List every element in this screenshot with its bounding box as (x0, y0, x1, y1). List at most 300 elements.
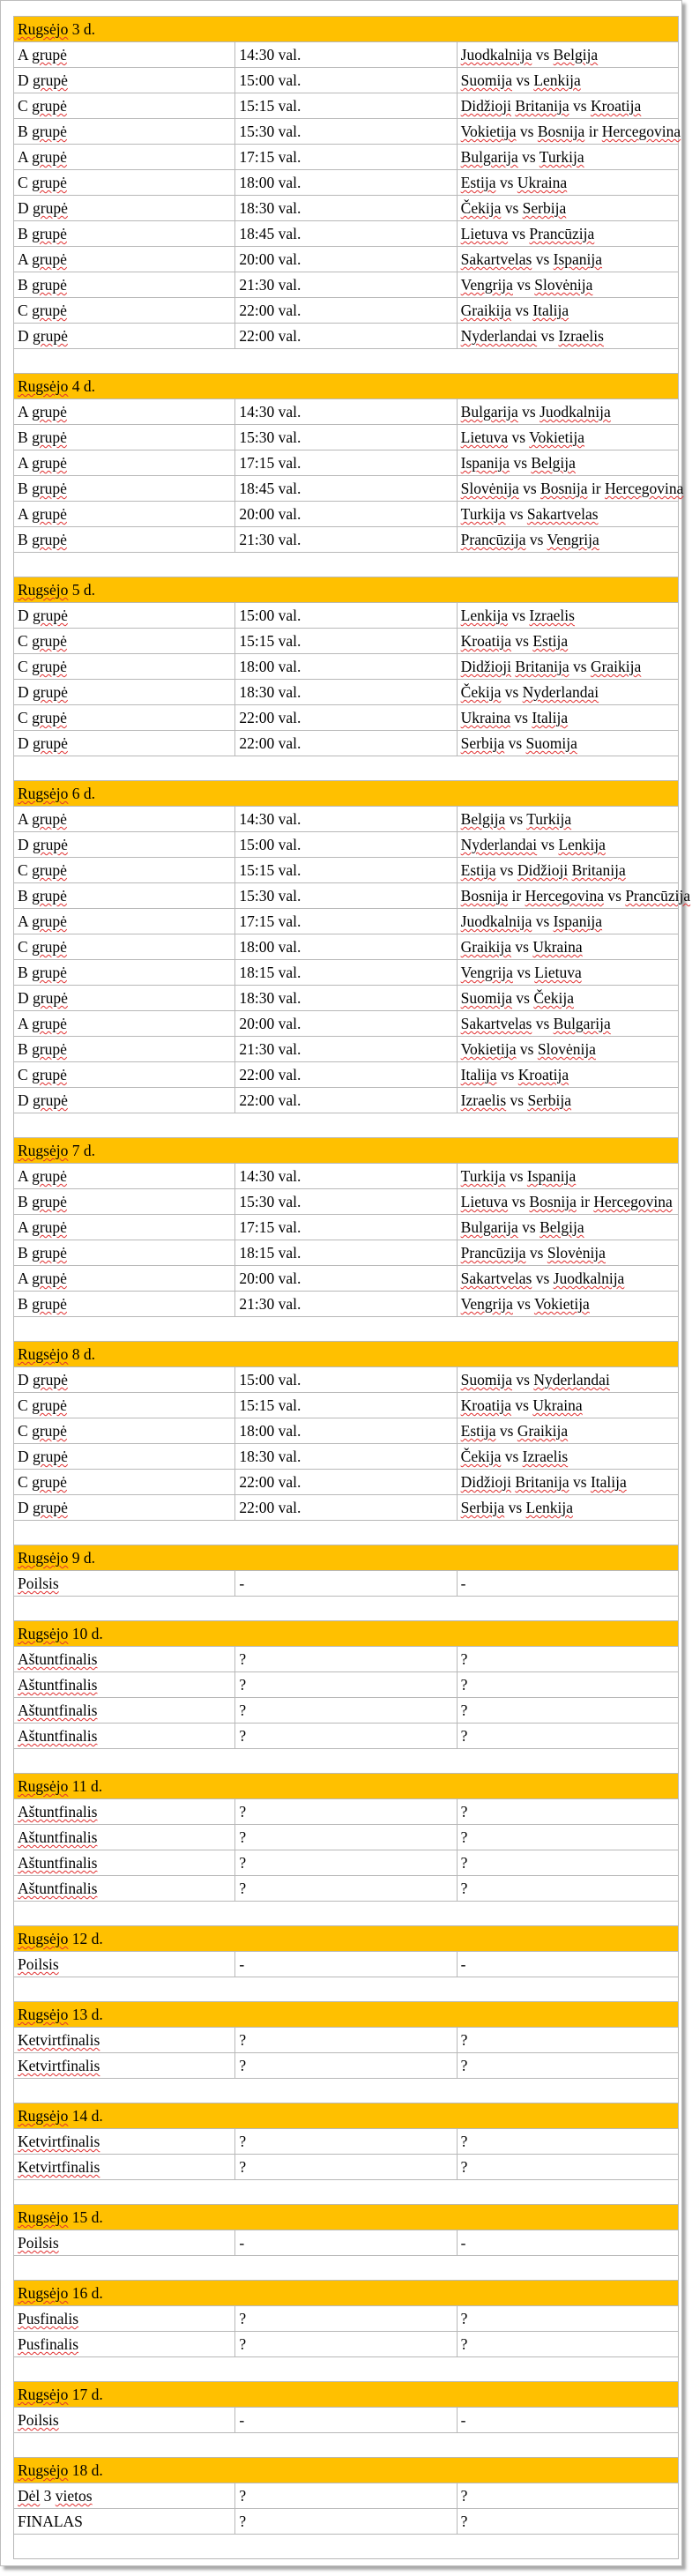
match-row (14, 731, 679, 756)
match-time: 18:45 val. (235, 221, 457, 247)
match-teams: Bulgarija vs Turkija (457, 145, 678, 170)
match-row (14, 680, 679, 705)
match-row (14, 170, 679, 196)
match-group: A grupė (14, 247, 235, 272)
match-teams: - (457, 2408, 678, 2433)
match-time: - (235, 2408, 457, 2433)
match-row (14, 324, 679, 349)
match-time: ? (235, 2483, 457, 2509)
match-row (14, 2155, 679, 2180)
spacer-cell (14, 349, 679, 374)
match-group: B grupė (14, 527, 235, 553)
match-group: C grupė (14, 705, 235, 731)
day-header-row (14, 2103, 679, 2129)
match-teams: Didžioji Britanija vs Kroatija (457, 93, 678, 119)
day-header-row (14, 2281, 679, 2306)
match-time: ? (235, 1672, 457, 1698)
match-row (14, 93, 679, 119)
day-header-row (14, 1342, 679, 1367)
match-group: Aštuntfinalis (14, 1825, 235, 1850)
match-teams: Juodkalnija vs Belgija (457, 42, 678, 68)
spacer-row (14, 1521, 679, 1545)
match-group: B grupė (14, 960, 235, 986)
match-teams: Čekija vs Serbija (457, 196, 678, 221)
match-time: 18:30 val. (235, 986, 457, 1011)
schedule-table (13, 16, 691, 2559)
match-time: 18:15 val. (235, 960, 457, 986)
match-teams: Suomija vs Čekija (457, 986, 678, 1011)
day-title: Rugsėjo 5 d. (14, 577, 679, 603)
match-group: A grupė (14, 1266, 235, 1292)
match-row (14, 425, 679, 450)
match-teams: ? (457, 1724, 678, 1749)
match-row (14, 1418, 679, 1444)
match-teams: ? (457, 1672, 678, 1698)
match-teams: Estija vs Graikija (457, 1418, 678, 1444)
match-group: A grupė (14, 399, 235, 425)
match-time: ? (235, 2509, 457, 2535)
spacer-cell (14, 2535, 679, 2559)
match-row (14, 1367, 679, 1393)
match-row (14, 119, 679, 145)
match-row (14, 68, 679, 93)
match-group: Aštuntfinalis (14, 1876, 235, 1902)
match-time: 15:00 val. (235, 68, 457, 93)
day-header-row (14, 781, 679, 807)
match-group: D grupė (14, 680, 235, 705)
match-row (14, 1952, 679, 1977)
match-teams: ? (457, 2129, 678, 2155)
match-row (14, 298, 679, 324)
match-row (14, 1037, 679, 1062)
match-row (14, 196, 679, 221)
match-group: C grupė (14, 1470, 235, 1495)
match-teams: Prancūzija vs Vengrija (457, 527, 678, 553)
match-group: Ketvirtfinalis (14, 2053, 235, 2079)
match-row (14, 1088, 679, 1113)
match-row (14, 502, 679, 527)
day-title: Rugsėjo 10 d. (14, 1621, 679, 1647)
match-row (14, 1215, 679, 1240)
match-group: A grupė (14, 145, 235, 170)
match-teams: Prancūzija vs Slovėnija (457, 1240, 678, 1266)
match-teams: ? (457, 1647, 678, 1672)
match-row (14, 2129, 679, 2155)
match-group: Aštuntfinalis (14, 1799, 235, 1825)
match-teams: Suomija vs Lenkija (457, 68, 678, 93)
match-row (14, 1444, 679, 1470)
match-time: 18:00 val. (235, 170, 457, 196)
day-header-row (14, 2382, 679, 2408)
match-teams: Turkija vs Ispanija (457, 1164, 678, 1189)
day-title: Rugsėjo 7 d. (14, 1138, 679, 1164)
match-teams: ? (457, 1876, 678, 1902)
match-time: 14:30 val. (235, 399, 457, 425)
match-time: 22:00 val. (235, 1088, 457, 1113)
day-title: Rugsėjo 17 d. (14, 2382, 679, 2408)
match-row (14, 883, 679, 909)
match-row (14, 476, 679, 502)
match-time: 14:30 val. (235, 807, 457, 832)
match-time: ? (235, 1698, 457, 1724)
match-time: 15:00 val. (235, 1367, 457, 1393)
match-teams: Vokietija vs Bosnija ir Hercegovina (457, 119, 678, 145)
match-row (14, 2408, 679, 2433)
match-row (14, 858, 679, 883)
match-teams: Čekija vs Nyderlandai (457, 680, 678, 705)
match-time: ? (235, 1647, 457, 1672)
match-teams: Lenkija vs Izraelis (457, 603, 678, 629)
match-group: Dėl 3 vietos (14, 2483, 235, 2509)
match-teams: Lietuva vs Bosnija ir Hercegovina (457, 1189, 678, 1215)
spacer-cell (14, 2079, 679, 2103)
match-row (14, 1164, 679, 1189)
match-teams: Serbija vs Lenkija (457, 1495, 678, 1521)
match-time: 17:15 val. (235, 450, 457, 476)
day-title: Rugsėjo 11 d. (14, 1774, 679, 1799)
match-time: ? (235, 2053, 457, 2079)
spacer-row (14, 1113, 679, 1138)
match-row (14, 1799, 679, 1825)
spacer-row (14, 349, 679, 374)
match-time: 21:30 val. (235, 272, 457, 298)
day-header-row (14, 374, 679, 399)
day-header-row (14, 1545, 679, 1571)
spacer-cell (14, 1749, 679, 1774)
match-teams: ? (457, 1825, 678, 1850)
match-row (14, 909, 679, 934)
match-row (14, 272, 679, 298)
day-header-row (14, 2205, 679, 2230)
match-group: A grupė (14, 1011, 235, 1037)
match-group: B grupė (14, 272, 235, 298)
day-title: Rugsėjo 4 d. (14, 374, 679, 399)
match-group: C grupė (14, 654, 235, 680)
match-time: 18:30 val. (235, 196, 457, 221)
match-teams: Čekija vs Izraelis (457, 1444, 678, 1470)
match-time: 15:30 val. (235, 1189, 457, 1215)
match-row (14, 1647, 679, 1672)
match-time: 20:00 val. (235, 247, 457, 272)
match-row (14, 221, 679, 247)
match-time: 15:30 val. (235, 119, 457, 145)
match-teams: Belgija vs Turkija (457, 807, 678, 832)
match-group: Ketvirtfinalis (14, 2028, 235, 2053)
match-group: B grupė (14, 425, 235, 450)
day-header-row (14, 1774, 679, 1799)
day-header-row (14, 1926, 679, 1952)
match-time: 15:15 val. (235, 858, 457, 883)
spacer-row (14, 1902, 679, 1926)
match-teams: ? (457, 2155, 678, 2180)
match-teams: ? (457, 1698, 678, 1724)
match-group: Poilsis (14, 2230, 235, 2256)
match-group: Pusfinalis (14, 2306, 235, 2332)
match-teams: Juodkalnija vs Ispanija (457, 909, 678, 934)
match-row (14, 527, 679, 553)
match-time: ? (235, 1876, 457, 1902)
match-teams: - (457, 2230, 678, 2256)
day-header-row (14, 1621, 679, 1647)
match-row (14, 1062, 679, 1088)
spacer-cell (14, 1977, 679, 2002)
match-teams: Vengrija vs Slovėnija (457, 272, 678, 298)
match-time: 18:00 val. (235, 1418, 457, 1444)
spacer-row (14, 2433, 679, 2458)
schedule-document (13, 16, 691, 2559)
match-time: ? (235, 2129, 457, 2155)
match-teams: - (457, 1952, 678, 1977)
match-row (14, 2306, 679, 2332)
match-time: 18:30 val. (235, 1444, 457, 1470)
day-title: Rugsėjo 12 d. (14, 1926, 679, 1952)
match-teams: Sakartvelas vs Bulgarija (457, 1011, 678, 1037)
match-teams: ? (457, 2332, 678, 2357)
match-row (14, 1724, 679, 1749)
match-teams: ? (457, 2028, 678, 2053)
match-teams: - (457, 1571, 678, 1597)
match-time: 18:00 val. (235, 934, 457, 960)
match-row (14, 1292, 679, 1317)
match-row (14, 1495, 679, 1521)
match-time: 15:30 val. (235, 425, 457, 450)
match-group: Aštuntfinalis (14, 1724, 235, 1749)
match-group: C grupė (14, 170, 235, 196)
match-time: 22:00 val. (235, 298, 457, 324)
match-row (14, 986, 679, 1011)
match-group: Aštuntfinalis (14, 1647, 235, 1672)
match-teams: Didžioji Britanija vs Graikija (457, 654, 678, 680)
match-row (14, 1393, 679, 1418)
match-row (14, 1876, 679, 1902)
match-row (14, 934, 679, 960)
match-teams: Ispanija vs Belgija (457, 450, 678, 476)
match-time: 18:15 val. (235, 1240, 457, 1266)
match-teams: Turkija vs Sakartvelas (457, 502, 678, 527)
match-time: ? (235, 2028, 457, 2053)
match-time: ? (235, 1850, 457, 1876)
match-teams: Ukraina vs Italija (457, 705, 678, 731)
match-time: 21:30 val. (235, 1292, 457, 1317)
match-row (14, 1470, 679, 1495)
match-teams: Bosnija ir Hercegovina vs Prancūzija (457, 883, 678, 909)
match-group: Aštuntfinalis (14, 1850, 235, 1876)
match-group: A grupė (14, 502, 235, 527)
match-time: ? (235, 2155, 457, 2180)
match-group: D grupė (14, 832, 235, 858)
match-time: ? (235, 2306, 457, 2332)
match-time: 20:00 val. (235, 502, 457, 527)
spacer-row (14, 2079, 679, 2103)
match-time: 15:15 val. (235, 93, 457, 119)
match-teams: Sakartvelas vs Ispanija (457, 247, 678, 272)
match-row (14, 1189, 679, 1215)
match-group: C grupė (14, 1062, 235, 1088)
match-time: 22:00 val. (235, 705, 457, 731)
match-teams: Slovėnija vs Bosnija ir Hercegovina (457, 476, 678, 502)
match-group: C grupė (14, 298, 235, 324)
match-row (14, 145, 679, 170)
match-group: D grupė (14, 731, 235, 756)
match-teams: Izraelis vs Serbija (457, 1088, 678, 1113)
match-group: B grupė (14, 1189, 235, 1215)
match-time: 20:00 val. (235, 1266, 457, 1292)
day-title: Rugsėjo 3 d. (14, 17, 679, 42)
match-group: B grupė (14, 1240, 235, 1266)
match-row (14, 603, 679, 629)
match-group: B grupė (14, 883, 235, 909)
day-title: Rugsėjo 6 d. (14, 781, 679, 807)
match-time: 22:00 val. (235, 1495, 457, 1521)
spacer-cell (14, 2180, 679, 2205)
match-row (14, 247, 679, 272)
match-time: 18:45 val. (235, 476, 457, 502)
match-group: A grupė (14, 1215, 235, 1240)
match-group: Poilsis (14, 1952, 235, 1977)
match-row (14, 2028, 679, 2053)
match-group: B grupė (14, 1292, 235, 1317)
day-title: Rugsėjo 8 d. (14, 1342, 679, 1367)
match-time: 21:30 val. (235, 527, 457, 553)
match-row (14, 807, 679, 832)
day-title: Rugsėjo 15 d. (14, 2205, 679, 2230)
match-group: C grupė (14, 93, 235, 119)
match-row (14, 960, 679, 986)
spacer-cell (14, 1317, 679, 1342)
match-row (14, 2509, 679, 2535)
match-time: 17:15 val. (235, 1215, 457, 1240)
day-title: Rugsėjo 9 d. (14, 1545, 679, 1571)
match-teams: Vokietija vs Slovėnija (457, 1037, 678, 1062)
match-teams: ? (457, 2053, 678, 2079)
match-group: A grupė (14, 450, 235, 476)
match-teams: Sakartvelas vs Juodkalnija (457, 1266, 678, 1292)
day-header-row (14, 2002, 679, 2028)
match-teams: Lietuva vs Vokietija (457, 425, 678, 450)
match-group: D grupė (14, 1367, 235, 1393)
match-teams: Kroatija vs Ukraina (457, 1393, 678, 1418)
match-teams: Kroatija vs Estija (457, 629, 678, 654)
match-teams: ? (457, 1799, 678, 1825)
match-group: Aštuntfinalis (14, 1672, 235, 1698)
match-time: ? (235, 1825, 457, 1850)
spacer-cell (14, 553, 679, 577)
match-group: Pusfinalis (14, 2332, 235, 2357)
match-group: D grupė (14, 603, 235, 629)
match-group: Poilsis (14, 2408, 235, 2433)
match-teams: Vengrija vs Lietuva (457, 960, 678, 986)
day-title: Rugsėjo 16 d. (14, 2281, 679, 2306)
spacer-cell (14, 2357, 679, 2382)
match-group: A grupė (14, 807, 235, 832)
day-header-row (14, 2458, 679, 2483)
match-time: 22:00 val. (235, 324, 457, 349)
match-row (14, 832, 679, 858)
spacer-cell (14, 1902, 679, 1926)
match-time: 22:00 val. (235, 731, 457, 756)
match-teams: ? (457, 2483, 678, 2509)
match-group: D grupė (14, 68, 235, 93)
match-group: D grupė (14, 1088, 235, 1113)
match-time: - (235, 1571, 457, 1597)
day-header-row (14, 17, 679, 42)
match-row (14, 2053, 679, 2079)
match-row (14, 705, 679, 731)
match-group: B grupė (14, 476, 235, 502)
match-time: 22:00 val. (235, 1470, 457, 1495)
spacer-row (14, 553, 679, 577)
spacer-row (14, 1597, 679, 1621)
match-group: Ketvirtfinalis (14, 2155, 235, 2180)
match-time: 17:15 val. (235, 909, 457, 934)
match-row (14, 629, 679, 654)
match-time: - (235, 2230, 457, 2256)
match-teams: Estija vs Ukraina (457, 170, 678, 196)
match-teams: Graikija vs Italija (457, 298, 678, 324)
spacer-cell (14, 756, 679, 781)
match-group: D grupė (14, 986, 235, 1011)
spacer-cell (14, 1113, 679, 1138)
match-group: C grupė (14, 629, 235, 654)
match-group: B grupė (14, 221, 235, 247)
match-row (14, 1240, 679, 1266)
match-time: 17:15 val. (235, 145, 457, 170)
match-time: 21:30 val. (235, 1037, 457, 1062)
match-row (14, 1266, 679, 1292)
match-group: Ketvirtfinalis (14, 2129, 235, 2155)
match-row (14, 1672, 679, 1698)
match-teams: Bulgarija vs Juodkalnija (457, 399, 678, 425)
match-teams: Vengrija vs Vokietija (457, 1292, 678, 1317)
match-row (14, 2483, 679, 2509)
match-row (14, 450, 679, 476)
match-time: 15:00 val. (235, 603, 457, 629)
match-row (14, 654, 679, 680)
match-time: 18:30 val. (235, 680, 457, 705)
match-time: 15:15 val. (235, 1393, 457, 1418)
match-time: ? (235, 2332, 457, 2357)
match-group: A grupė (14, 42, 235, 68)
match-group: Poilsis (14, 1571, 235, 1597)
spacer-row (14, 1749, 679, 1774)
match-row (14, 1825, 679, 1850)
match-time: 18:00 val. (235, 654, 457, 680)
match-group: C grupė (14, 1418, 235, 1444)
day-title: Rugsėjo 13 d. (14, 2002, 679, 2028)
match-row (14, 1698, 679, 1724)
match-group: D grupė (14, 1495, 235, 1521)
match-row (14, 399, 679, 425)
match-time: 15:30 val. (235, 883, 457, 909)
match-teams: Italija vs Kroatija (457, 1062, 678, 1088)
match-group: B grupė (14, 1037, 235, 1062)
spacer-cell (14, 2433, 679, 2458)
match-group: D grupė (14, 324, 235, 349)
match-time: ? (235, 1724, 457, 1749)
match-teams: Nyderlandai vs Lenkija (457, 832, 678, 858)
spacer-cell (14, 2256, 679, 2281)
match-row (14, 1850, 679, 1876)
match-group: B grupė (14, 119, 235, 145)
match-teams: Suomija vs Nyderlandai (457, 1367, 678, 1393)
match-group: D grupė (14, 196, 235, 221)
match-group: D grupė (14, 1444, 235, 1470)
match-time: 14:30 val. (235, 42, 457, 68)
spacer-row (14, 2535, 679, 2559)
match-teams: Lietuva vs Prancūzija (457, 221, 678, 247)
match-group: FINALAS (14, 2509, 235, 2535)
match-row (14, 1011, 679, 1037)
